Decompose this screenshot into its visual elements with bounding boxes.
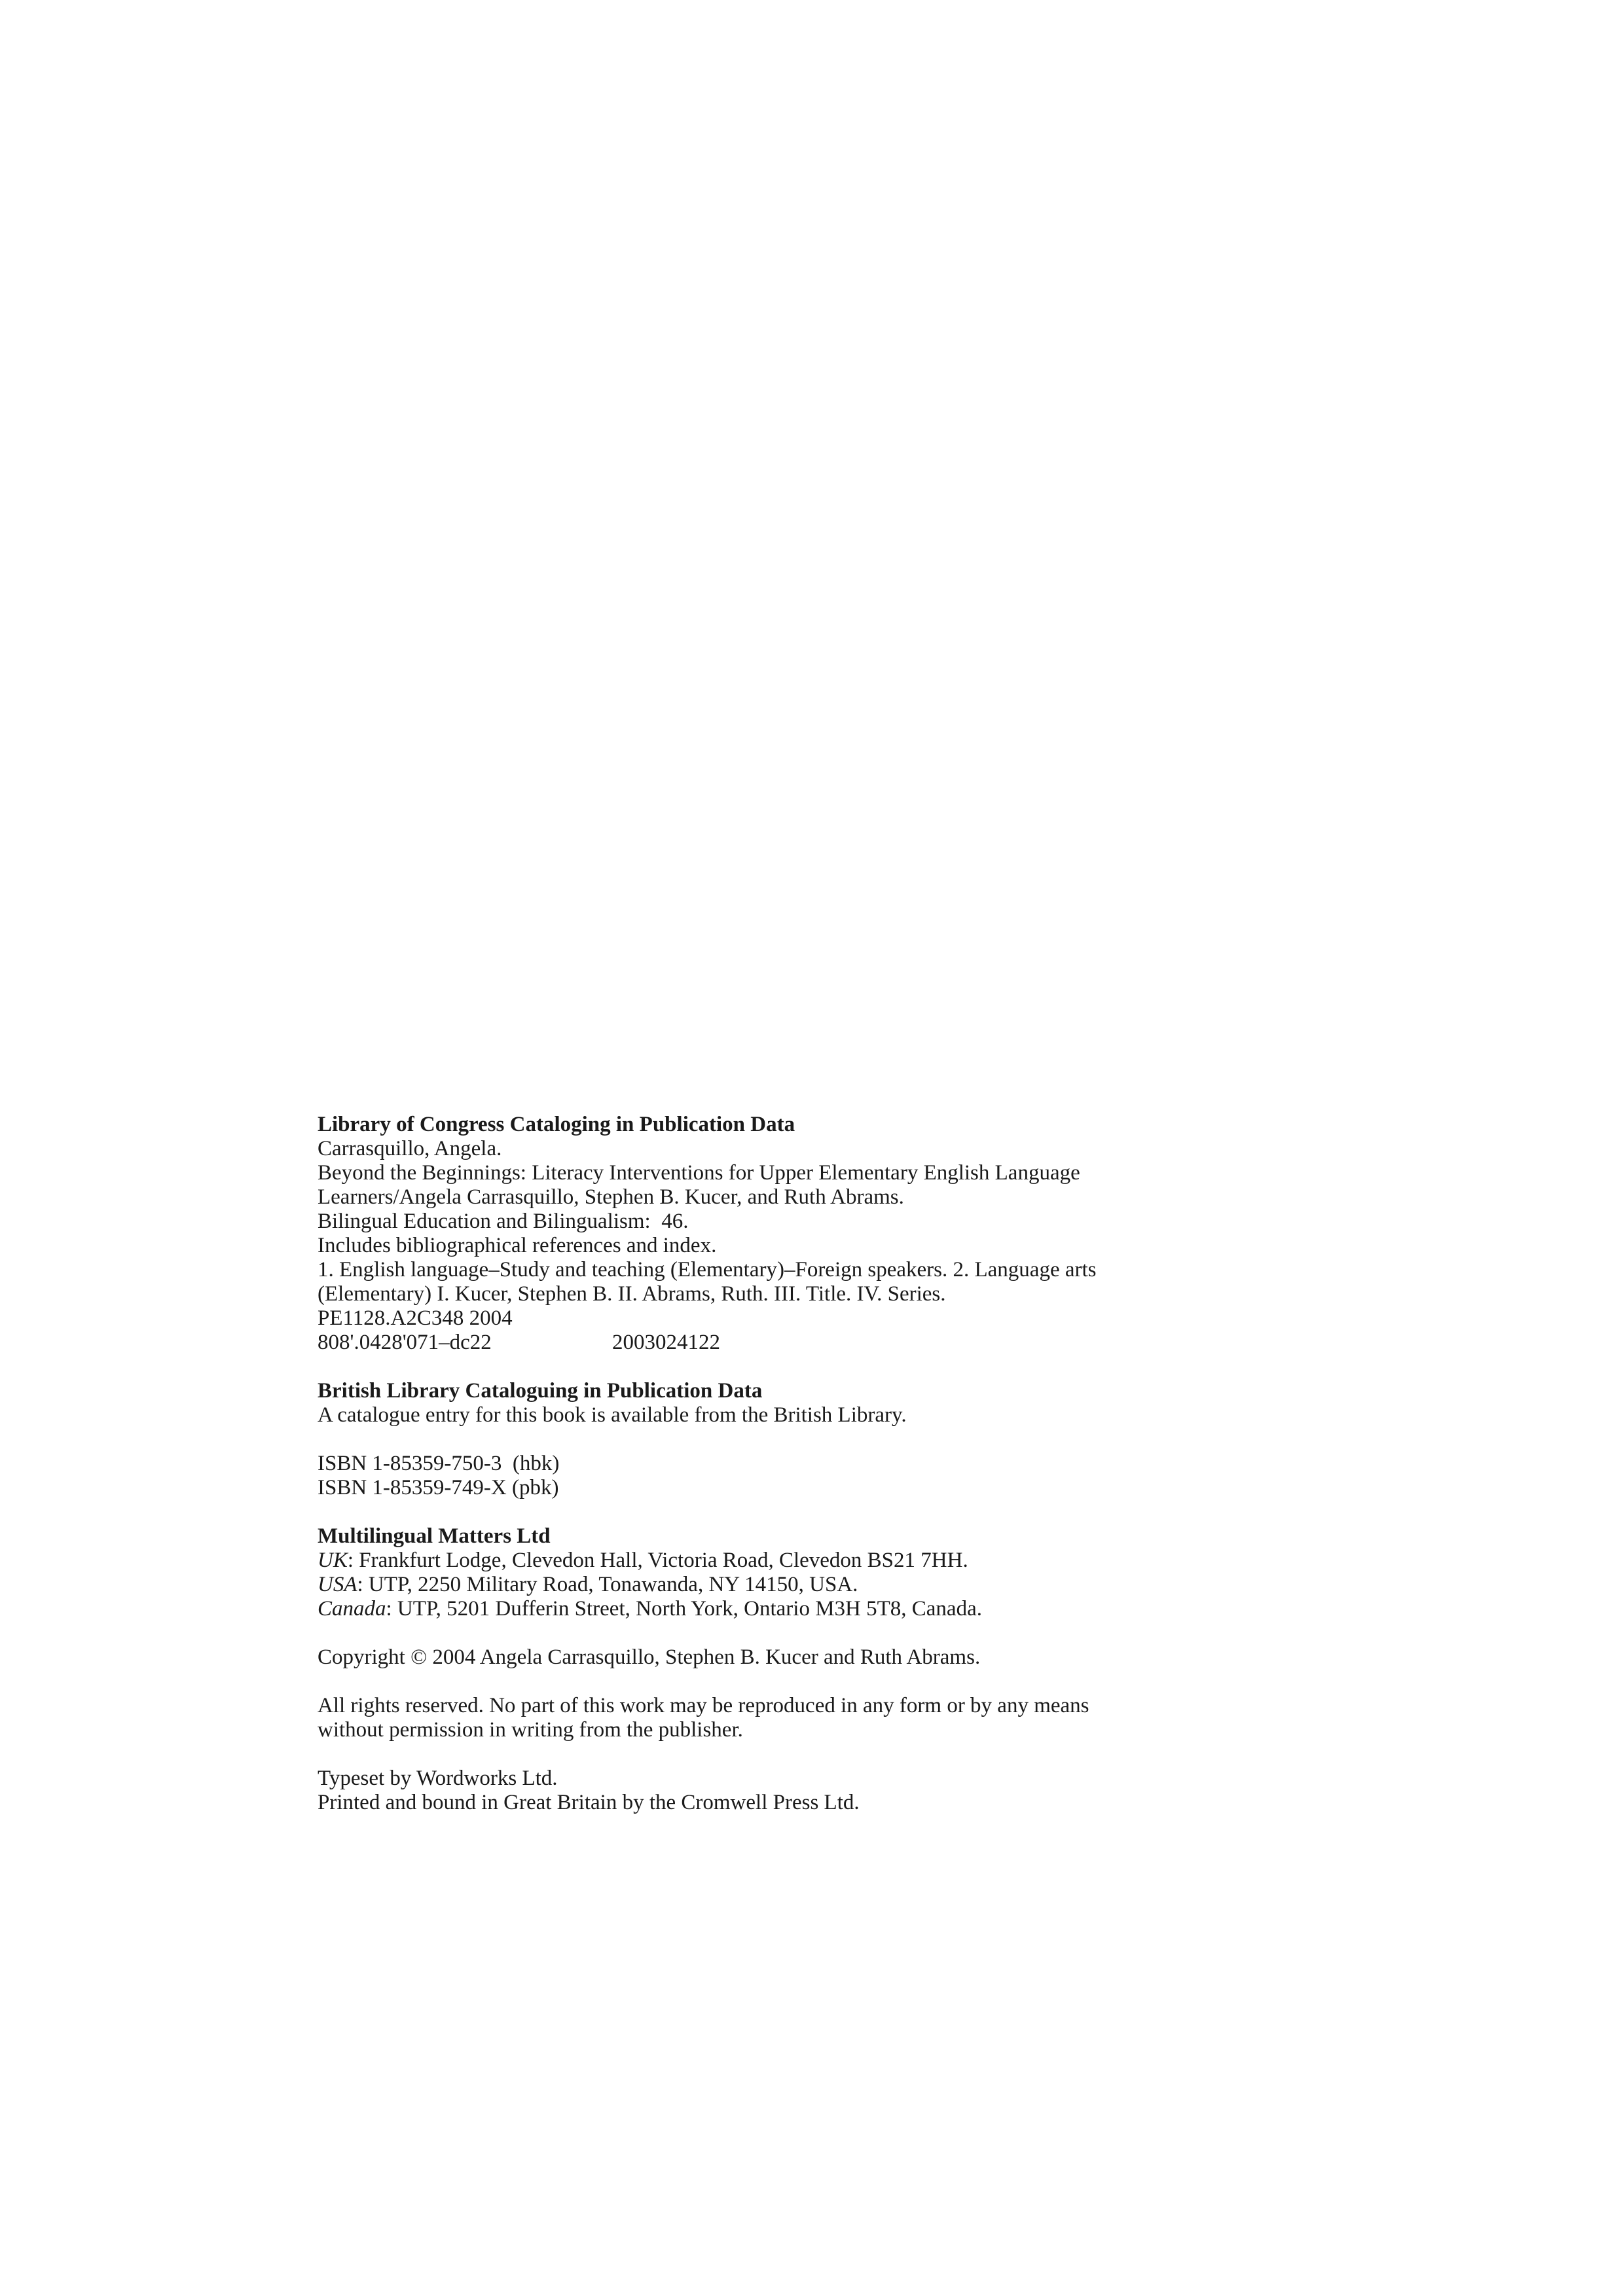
publisher-address-usa [318, 1573, 1300, 1597]
address-label: UK [318, 1549, 348, 1572]
isbn-block [318, 1452, 1300, 1500]
address-text: : Frankfurt Lodge, Clevedon Hall, Victoria Road, Clevedon BS21 7HH. [347, 1549, 968, 1572]
copyright-notice: Copyright © 2004 Angela Carrasquillo, Stephen B. Kucer and Ruth Abrams. [318, 1645, 981, 1669]
publisher-address-canada [318, 1597, 1300, 1621]
loc-cip-line: PE1128.A2C348 2004 [318, 1306, 513, 1330]
bl-cip-block [318, 1379, 1300, 1427]
loc-cip-line: Bilingual Education and Bilingualism: 46. [318, 1210, 689, 1233]
address-label: Canada [318, 1597, 386, 1621]
loc-cip-heading: Library of Congress Cataloging in Publication Data [318, 1113, 795, 1136]
rights-block [318, 1694, 1300, 1742]
printed-line: Printed and bound in Great Britain by the Cromwell Press Ltd. [318, 1791, 860, 1814]
publisher-address-uk [318, 1549, 1300, 1573]
loc-cip-line: 1. English language–Study and teaching (Elementary)–Foreign speakers. 2. Language arts [318, 1258, 1097, 1282]
loc-cip-line: Includes bibliographical references and index. [318, 1234, 717, 1257]
bl-cip-heading: British Library Cataloguing in Publication Data [318, 1379, 763, 1403]
rights-line: All rights reserved. No part of this work may be reproduced in any form or by any means [318, 1694, 1089, 1717]
loc-cip-line: Learners/Angela Carrasquillo, Stephen B. Kucer, and Ruth Abrams. [318, 1185, 904, 1209]
address-text: : UTP, 5201 Dufferin Street, North York, Ontario M3H 5T8, Canada. [386, 1597, 982, 1621]
lccn-number: 2003024122 [612, 1331, 720, 1354]
address-label: USA [318, 1573, 357, 1596]
typeset-line: Typeset by Wordworks Ltd. [318, 1767, 558, 1790]
publisher-name: Multilingual Matters Ltd [318, 1524, 551, 1548]
loc-cip-line: Beyond the Beginnings: Literacy Interventions for Upper Elementary English Language [318, 1161, 1080, 1185]
isbn-pbk: ISBN 1-85359-749-X (pbk) [318, 1476, 559, 1499]
printing-block [318, 1767, 1300, 1815]
isbn-hbk: ISBN 1-85359-750-3 (hbk) [318, 1452, 560, 1475]
copyright-page [318, 1113, 1300, 1815]
loc-cip-block [318, 1113, 1300, 1355]
loc-cip-line: (Elementary) I. Kucer, Stephen B. II. Abrams, Ruth. III. Title. IV. Series. [318, 1282, 946, 1306]
classification-row [318, 1331, 1300, 1355]
bl-cip-line: A catalogue entry for this book is available from the British Library. [318, 1403, 907, 1427]
address-text: : UTP, 2250 Military Road, Tonawanda, NY 14150, USA. [357, 1573, 858, 1596]
dewey-number: 808'.0428'071–dc22 [318, 1331, 492, 1354]
publisher-block [318, 1524, 1300, 1621]
loc-cip-line: Carrasquillo, Angela. [318, 1137, 502, 1160]
rights-line: without permission in writing from the publisher. [318, 1718, 743, 1742]
